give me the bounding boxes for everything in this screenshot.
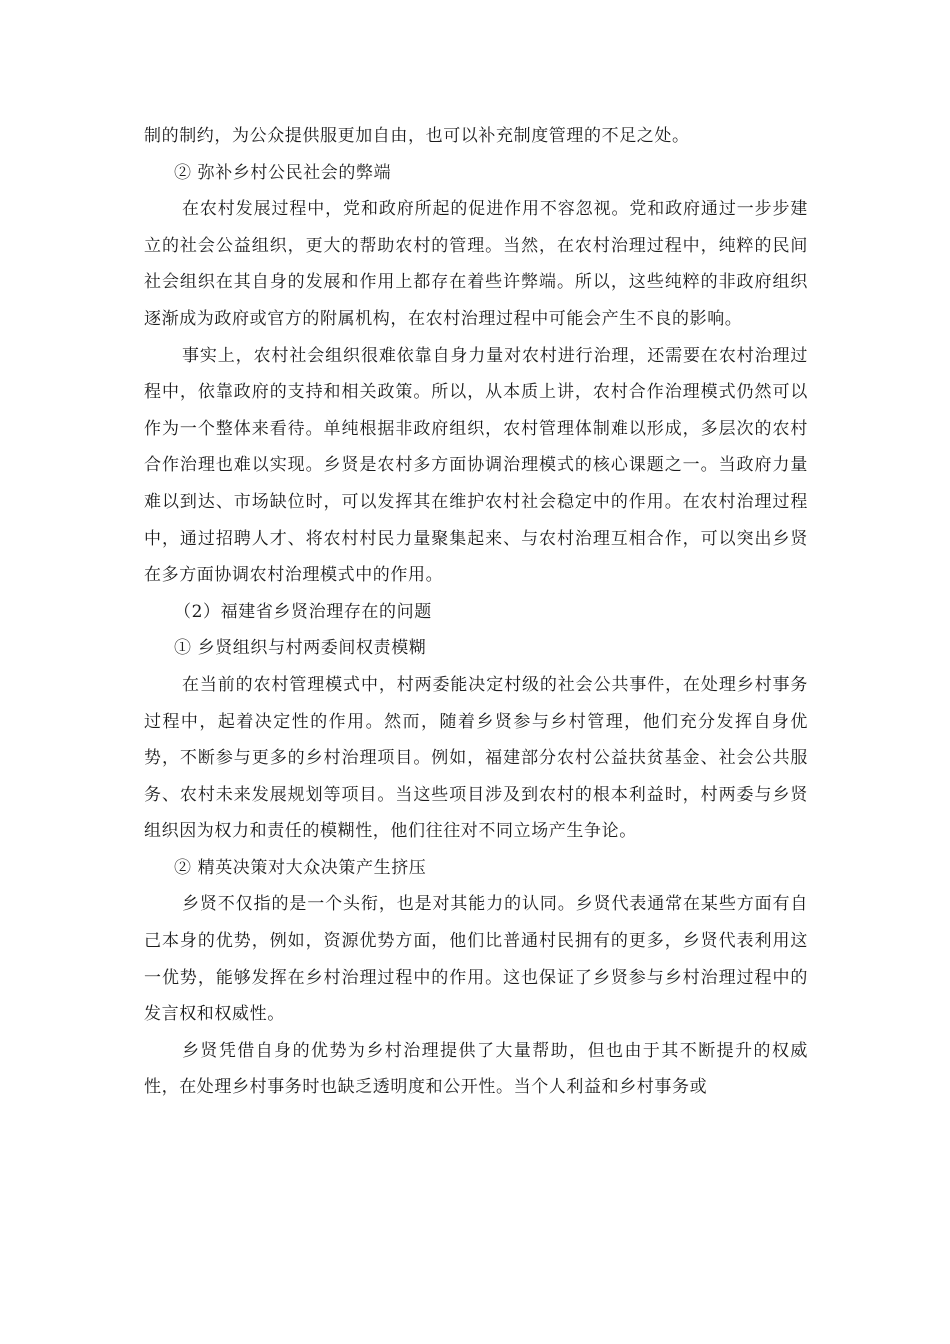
paragraph-party-government-role: 在农村发展过程中，党和政府所起的促进作用不容忽视。党和政府通过一步步建立的社会公益组织，更大的帮助农村的管理。当然，在农村治理过程中，纯粹的民间社会组织在其自身的发展和作用上都存在着些许弊端。所以，这些纯粹的非政府组织逐渐成为政府或官方的附属机构，在农村治理过程中可能会产生不良的影响。 — [144, 199, 808, 329]
section-heading-fujian-problems: （2）福建省乡贤治理存在的问题 — [174, 601, 432, 622]
paragraph-transparency: 乡贤凭借自身的优势为乡村治理提供了大量帮助，但也由于其不断提升的权威性，在处理乡村事务时也缺乏透明度和公开性。当个人利益和乡村事务或 — [144, 1040, 808, 1098]
paragraph-cooperative-governance: 事实上，农村社会组织很难依靠自身力量对农村进行治理，还需要在农村治理过程中，依靠政府的支持和相关政策。所以，从本质上讲，农村合作治理模式仍然可以作为一个整体来看待。单纯根据非政府组织，农村管理体制难以形成，多层次的农村合作治理也难以实现。乡贤是农村多方面协调治理模式的核心课题之一。当政府力量难以到达、市场缺位时，可以发挥其在维护农村社会稳定中的作用。在农村治理过程中，通过招聘人才、将农村村民力量聚集起来、与农村治理互相合作，可以突出乡贤在多方面协调农村治理模式中的作用。 — [144, 345, 808, 586]
subheading-remedy-civil-society: ② 弥补乡村公民社会的弊端 — [174, 162, 392, 183]
paragraph-gentry-authority: 乡贤不仅指的是一个头衔，也是对其能力的认同。乡贤代表通常在某些方面有自己本身的优势，例如，资源优势方面，他们比普通村民拥有的更多，乡贤代表利用这一优势，能够发挥在乡村治理过程中的作用。这也保证了乡贤参与乡村治理过程中的发言权和权威性。 — [144, 894, 808, 1025]
subheading-elite-decision: ② 精英决策对大众决策产生挤压 — [174, 857, 427, 878]
subheading-blurred-responsibilities: ① 乡贤组织与村两委间权责模糊 — [174, 638, 427, 659]
paragraph-continuation: 制的制约，为公众提供服更加自由，也可以补充制度管理的不足之处。 — [144, 126, 690, 146]
document-body — [144, 118, 808, 1106]
paragraph-village-committees: 在当前的农村管理模式中，村两委能决定村级的社会公共事件，在处理乡村事务过程中，起着决定性的作用。然而，随着乡贤参与乡村管理，他们充分发挥自身优势，不断参与更多的乡村治理项目。例如，福建部分农村公益扶贫基金、社会公共服务、农村未来发展规划等项目。当这些项目涉及到农村的根本利益时，村两委与乡贤组织因为权力和责任的模糊性，他们往往对不同立场产生争论。 — [144, 674, 808, 842]
